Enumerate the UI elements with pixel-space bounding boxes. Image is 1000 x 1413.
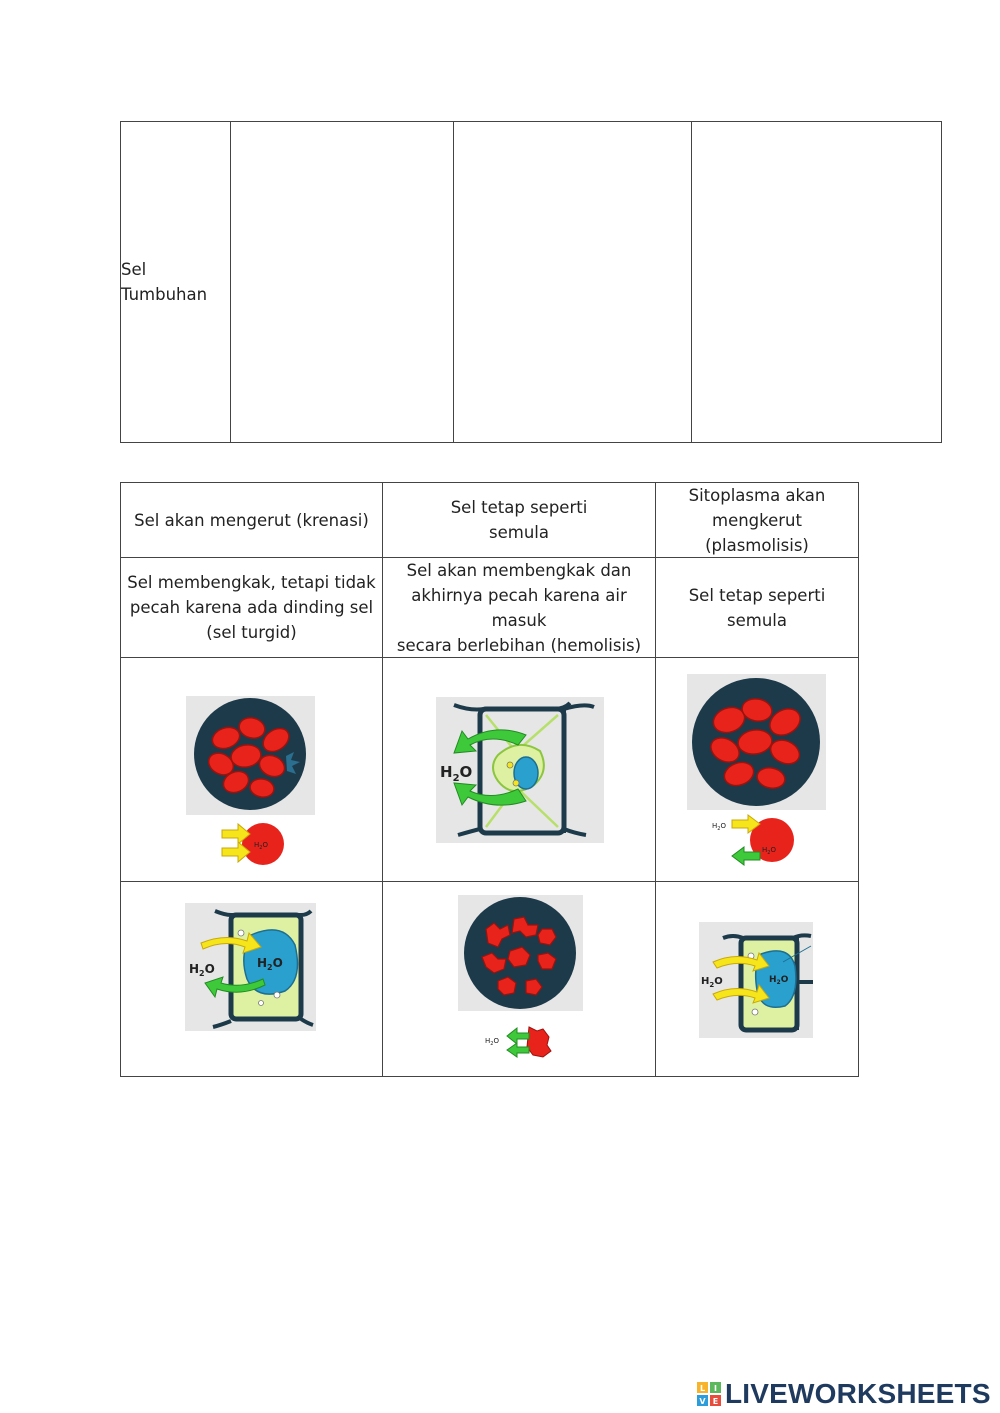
svg-text:V: V — [699, 1397, 706, 1406]
svg-text:L: L — [699, 1384, 706, 1393]
image-background — [186, 696, 315, 815]
water-movement-icon — [218, 820, 288, 868]
water-movement-icon — [712, 814, 802, 866]
svg-text:H2O: $H_2O$ — [485, 1037, 499, 1047]
option-text-hemolisis[interactable]: Sel akan membengkak dan akhirnya pecah karena air masuk secara berlebihan (hemolisis) — [396, 560, 642, 655]
table-border-bottom — [120, 442, 942, 443]
svg-text:H2O: $H_2O$ — [189, 962, 215, 978]
svg-text:H2O: $H_2O$ — [254, 841, 268, 851]
red-blood-cells-icon — [687, 674, 826, 810]
option-image-normal-plant-cell[interactable] — [699, 922, 813, 1038]
liveworksheets-logo-icon — [697, 1382, 721, 1406]
answer-drop-zone[interactable] — [231, 122, 453, 442]
svg-text:H2O: $H_2O$ — [257, 956, 283, 972]
red-blood-cells-icon — [186, 696, 315, 815]
option-text-turgid[interactable]: Sel membengkak, tetapi tidak pecah karena ada dinding sel (sel turgid) — [127, 573, 376, 642]
svg-text:H2O: $H_2O$ — [762, 846, 776, 856]
svg-text:I: I — [714, 1384, 717, 1393]
svg-text:H2O: $H_2O$ — [712, 822, 726, 832]
water-movement-icon — [485, 1023, 555, 1059]
table-border-right — [858, 482, 859, 1077]
option-image-turgid-plant-cell[interactable] — [185, 903, 316, 1031]
svg-text:H2O: $H_2O$ — [440, 763, 473, 784]
brand-name: LIVEWORKSHEETS — [725, 1378, 991, 1409]
row-label-plant-cell: Sel Tumbuhan — [121, 260, 208, 304]
liveworksheets-logo[interactable] — [697, 1378, 991, 1410]
burst-red-cells-icon — [458, 895, 583, 1011]
answer-drop-zone[interactable] — [454, 122, 691, 442]
option-image-plasmolysis-plant-cell[interactable] — [436, 697, 604, 843]
answer-drop-zone[interactable] — [692, 122, 941, 442]
plant-cell-icon — [436, 697, 604, 843]
svg-text:H2O: $H_2O$ — [701, 976, 723, 989]
plant-cell-icon — [699, 922, 813, 1038]
image-background — [458, 895, 583, 1011]
option-text-tetap-semula[interactable]: Sel tetap seperti semula — [450, 498, 588, 542]
svg-text:H2O: $H_2O$ — [769, 975, 789, 986]
svg-text:E: E — [712, 1397, 719, 1406]
option-text-plasmolisis[interactable]: Sitoplasma akan mengkerut (plasmolisis) — [688, 485, 826, 555]
plant-cell-icon — [185, 903, 316, 1031]
table-border-bottom — [120, 1076, 859, 1077]
image-background — [687, 674, 826, 810]
option-text-krenasi[interactable]: Sel akan mengerut (krenasi) — [134, 510, 369, 530]
option-text-tetap-semula-2[interactable]: Sel tetap seperti semula — [688, 585, 826, 630]
table-row-divider — [120, 881, 859, 882]
table-border-right — [941, 121, 942, 443]
